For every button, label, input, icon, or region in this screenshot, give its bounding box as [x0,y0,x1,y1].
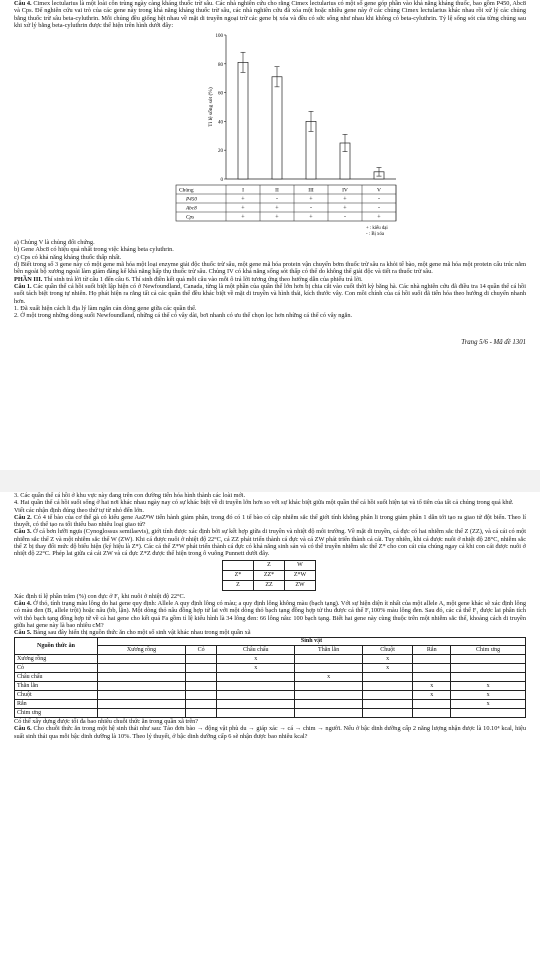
genotype-cell: + [343,205,347,212]
food-table-cell [295,691,362,700]
chart-legend-entry: + : kiểu dại [366,226,388,232]
q4-option-b: b) Gene Abc8 có hiệu quả nhất trong việc kháng beta cyluthrin. [14,246,174,254]
p1-q1-text: Các quần thể cá hồi suối biệt lập hiện có ở Newfoundland, Canada, từng là một phần của quần thể lớn hơn bị chia cắt vào cuối thời kỳ băng hà. Các nhà nghiên cứu đã điều tra 14 quần thể cá hồi suối tách biệt trong tự nhiên. Họ phát hiện ra rằng tất cả các quần thể đều khác biệt về mặt di truyền và hình thái, kích thước vây. Con mồi chính của cá hồi suối đã tiến hóa theo hướng di chuyển nhanh hơn. [14,282,526,305]
food-table-cell: x [413,682,451,691]
food-table-cell [362,682,413,691]
punnett-cell [223,560,254,570]
q6-title: Câu 6. [14,725,32,733]
q5-paragraph [14,629,526,636]
x-tick-label: IV [342,187,348,194]
punnett-cell: ZZ* [254,570,285,580]
p2-q1-item-4: 4. Hai quần thể cá hồi suối sống ở hai nơi khác nhau ngày nay có sự khác biệt về di truyền lớn hơn so với sự khác biệt giữa một quần thể cá hồi suối hiện tại và tổ tiên của tất cả chúng trong quá khứ. [14,499,514,507]
y-tick-label: 20 [218,149,223,155]
food-table-cell [362,700,413,709]
q6-paragraph [14,725,526,740]
chart-legend-entry: - : Bị xóa [366,232,384,238]
food-table-cell: x [451,691,526,700]
food-table-column-header: Thằn lằn [295,646,362,655]
q3-title: Câu 3. [14,528,32,536]
q4-title: Câu 4. [14,0,32,7]
food-table-cell [217,691,295,700]
food-table-cell [186,655,217,664]
food-table-cell [295,700,362,709]
punnett-row [223,570,316,580]
q4b-text: Ở thỏ, tính trạng màu lông do hai gene quy định: Allele A quy định lông có màu; a quy định lông không màu (bạch tạng). Với sự hiện diện ít nhất của một allele A, một gene khác sẽ xác định lông có màu đen (B, allele trội) hoặc nâu (bb, lặn). Một dòng thỏ nâu đồng hợp tử lai với một dòng thỏ bạch tạng đồng hợp tử thu được cá thể F₁100% màu lông đen. Sau đó, các cá thể F₁ được lai phân tích với thỏ bạch tạng đồng hợp tử về cả hai gene cho kết quả Fa gồm tỉ lệ kiểu hình là 34 lông đen: 66 lông nâu: 100 bạch tạng. Biết hai gene này cùng thuộc trên một nhiễm sắc thể, khoảng cách di truyền giữa hai gene này là bao nhiêu cM? [14,599,526,629]
genotype-table-header: Chủng [179,187,194,194]
food-table-cell [413,664,451,673]
q4b-paragraph [14,600,526,629]
part3-title: PHẦN III. [14,275,43,283]
punnett-cell: Z [254,560,285,570]
bar [272,77,282,179]
food-table-cell [98,709,186,718]
food-table-cell: x [413,691,451,700]
food-table-corner: Nguồn thức ăn [15,638,98,655]
exam-page-6 [0,492,540,954]
genotype-row-label: P450 [186,196,197,203]
punnett-cell: Z [223,580,254,590]
food-table-cell [186,709,217,718]
y-tick-label: 80 [218,62,223,68]
food-table-header-row [15,638,526,646]
food-table-cell [451,709,526,718]
food-table-cell: x [362,664,413,673]
food-table-row [15,691,526,700]
genotype-row-label: Abc8 [186,205,197,212]
genotype-cell: - [378,205,380,212]
food-table-cell: x [295,673,362,682]
bar [238,63,248,180]
food-table-cell [413,673,451,682]
food-table-cell [186,664,217,673]
food-table-row-label: Chuột [15,691,98,700]
food-table-row [15,664,526,673]
q3-paragraph [14,528,526,557]
food-table-cell: x [451,682,526,691]
q5-question: Có thể xây dựng được tối đa bao nhiêu chuỗi thức ăn trong quần xã trên? [14,718,199,726]
food-table-cell [98,682,186,691]
q4-option-d: d) Biết trong số 3 gene này có một gene mã hóa một loại enzyme giải độc thuốc trừ sâu, một gene mã hóa protein vận chuyển bơm thuốc trừ sâu ra khỏi tế bào, một gene mã hóa một protein cấu trúc nằm bên ngoài bộ xương ngoài làm giảm đáng kể khả năng hấp thụ thuốc trừ sâu. Chủng IV có khả năng sống sót thấp có thể do không thể giải độc và tiết ra thuốc trừ sâu. [14,261,526,276]
food-table-cell [186,691,217,700]
food-table-cell [217,682,295,691]
y-tick-label: 100 [215,34,223,40]
food-table-row-label: Chim ưng [15,709,98,718]
food-table-cell [186,673,217,682]
punnett-cell: ZZ [254,580,285,590]
page-footer: Trang 5/6 - Mã đề 1301 [461,339,526,347]
survival-chart [14,29,526,239]
q4-option-c: c) Cps có khả năng kháng thuốc thấp nhất. [14,253,122,261]
genotype-cell: + [241,205,245,212]
food-table-cell [98,700,186,709]
exam-page-5 [0,0,540,470]
p2-q1-item-3: 3. Các quần thể cá hồi ở khu vực này đang trên con đường tiến hóa hình thành các loài mới. [14,492,246,499]
food-table-row-label: Châu chấu [15,673,98,682]
food-table-cell [98,664,186,673]
q5-text: Bảng sau đây hiển thị nguồn thức ăn cho một số sinh vật khác nhau trong một quần xã [33,629,251,637]
y-tick-label: 40 [218,120,223,126]
punnett-cell: W [285,560,316,570]
food-table-cell [451,673,526,682]
p1-q1-item-2: 2. Ở một trong những dòng suối Newfoundland, những cá thể có vây dài, bơi nhanh có ưu thế chọn lọc hơn những cá thể có vây ngắn. [14,312,353,320]
food-table-cell [295,655,362,664]
food-table-cell [217,709,295,718]
part3-paragraph [14,276,526,283]
y-tick-label: 60 [218,91,223,97]
x-tick-label: V [377,187,381,194]
food-table-cell [362,673,413,682]
genotype-cell: + [377,214,381,221]
food-table-row-label: Rắn [15,700,98,709]
q2-text: Có 4 tế bào của cơ thể gà có kiểu gene AaZᴮW tiến hành giảm phân, trong đó có 1 tế bào có cặp nhiễm sắc thể giới tính không phân li trong giảm phân 1 dẫn tới tạo ra giao tử đột biến. Theo lí thuyết, có thể tạo ra tối thiểu bao nhiêu loại giao tử? [14,513,527,529]
food-table-row [15,700,526,709]
food-table-row [15,655,526,664]
food-table-cell [98,691,186,700]
food-table-column-header: Chim ưng [451,646,526,655]
food-table-row-label: Xương rồng [15,655,98,664]
genotype-cell: + [241,196,245,203]
food-table-cell [413,709,451,718]
food-table-row [15,682,526,691]
food-table-cell [98,655,186,664]
p1-q1-title: Câu 1. [14,282,32,290]
food-table-cell [295,682,362,691]
food-table-cell: x [217,664,295,673]
punnett-cell: Z*W [285,570,316,580]
food-source-table [14,637,526,718]
food-table-cell [98,673,186,682]
genotype-cell: + [309,196,313,203]
food-table-cell [217,673,295,682]
food-table-column-header: Cỏ [186,646,217,655]
page-separator [0,470,540,492]
y-tick-label: 0 [220,178,223,184]
food-table-row [15,673,526,682]
punnett-row [223,580,316,590]
food-table-column-header: Rắn [413,646,451,655]
p1-q1-item-1: 1. Đã xuất hiện cách li địa lý làm ngăn cản dòng gene giữa các quần thể. [14,304,197,312]
food-table-cell [295,664,362,673]
food-table-group-header: Sinh vật [98,638,526,646]
q4-option-a: a) Chủng V là chủng đối chứng. [14,239,95,247]
food-table-cell [217,700,295,709]
food-table-column-header: Chuột [362,646,413,655]
punnett-cell: Z* [223,570,254,580]
punnett-square [222,560,316,591]
q2-title: Câu 2. [14,513,32,521]
y-axis-label: Tỉ lệ sống sót (%) [208,87,214,127]
genotype-cell: + [275,214,279,221]
q4-text: Cimex lectularius là một loài côn trùng ngày càng kháng thuốc trừ sâu. Các nhà nghiên cứu cho rằng Cimex lectularius có một số gene góp phần vào khả năng kháng thuốc, bao gồm P450, Abc8 và Cps. Để nghiên cứu vai trò của các gene này trong khả năng kháng thuốc trừ sâu, các nhà nghiên cứu đã xóa một hoặc nhiều gene này ở các chủng Cimex lectularius khác nhau rồi xử lý các chủng bằng thuốc trừ sâu beta-cyluthrin. Mỗi chủng đều giống hệt nhau về mặt di truyền ngoại trừ các gene bị xóa và đều có sức sống như nhau khi không có beta-cyluthrin. Tỷ lệ sống sót của từng chủng sau khi xử lý bằng beta-cyluthrin được thể hiện trên hình dưới đây: [14,0,527,29]
genotype-cell: + [275,205,279,212]
food-table-cell [413,700,451,709]
genotype-cell: + [343,196,347,203]
q3-text: Ở cá bơn lưỡi ngựa (Cynoglossus semilaevis), giới tính được xác định bởi sự kết hợp giữa di truyền và nhiệt độ môi trường. Về mặt di truyền, cá đực có hai nhiễm sắc thể Z (ZZ), và cá cái có một nhiễm sắc thể Z và một nhiễm sắc thể W (ZW). Khi cá được nuôi ở nhiệt độ 22°C, cá ZZ phát triển thành cá đực và cá ZW phát triển thành cá cái. Tuy nhiên, khi cá được nuôi ở nhiệt độ 28°C, nhiễm sắc thể Z bị thay đổi mức độ biểu hiện (ký hiệu là Z*). Các cá thể Z*W phát triển thành cá đực có khả năng sinh sản và có thể truyền nhiễm sắc thể Z* cho con cái của chúng ngay cả khi con cái được nuôi ở nhiệt độ 22°C. Phép lai giữa cá cái ZW và cá đực Z*Z được thể hiện trong ô vuông Punnett dưới đây. [14,528,527,558]
x-tick-label: III [308,187,314,194]
genotype-cell: - [276,196,278,203]
q6-text: Cho chuỗi thức ăn trong một hệ sinh thái như sau: Tảo đơn bào → động vật phù du → giáp xác → cá → chim → người. Nếu ở bậc dinh dưỡng cấp 2 năng lượng nhận được là 10.10⁴ kcal, hiệu suất sinh thái qua mỗi bậc dinh dưỡng là 10%. Theo lý thuyết, ở bậc dinh dưỡng cấp 6 sẽ nhận được bao nhiêu kcal? [14,725,526,740]
q4-paragraph [14,0,526,29]
p2-q1-instruction: Viết các nhận định đúng theo thứ tự từ nhỏ đến lớn. [14,506,145,514]
food-table-row-label: Thằn lằn [15,682,98,691]
food-table-row [15,709,526,718]
genotype-cell: - [310,205,312,212]
punnett-cell: ZW [285,580,316,590]
food-table-cell [451,655,526,664]
p1-q1-paragraph [14,283,526,305]
genotype-cell: - [378,196,380,203]
food-table-cell [362,691,413,700]
q3-question: Xác định tỉ lệ phần trăm (%) con đực ở F₁ khi nuôi ở nhiệt độ 22°C. [14,592,186,600]
punnett-row [223,560,316,570]
food-table-cell: x [217,655,295,664]
food-table-cell [186,700,217,709]
food-table-cell: x [451,700,526,709]
part3-text: Thí sinh trả lời từ câu 1 đến câu 6. Thí sinh điền kết quả mỗi câu vào mỗi ô trả lời tương ứng theo hướng dẫn của phiếu trả lời. [43,275,363,283]
food-table-cell [451,664,526,673]
genotype-cell: + [241,214,245,221]
q5-title: Câu 5. [14,629,32,637]
genotype-row-label: Cps [186,214,195,221]
food-table-cell [186,682,217,691]
genotype-cell: - [344,214,346,221]
q4b-title: Câu 4. [14,599,32,607]
food-table-cell [413,655,451,664]
food-table-cell [295,709,362,718]
x-tick-label: II [275,187,279,194]
food-table-cell: x [362,655,413,664]
food-table-column-header: Xương rồng [98,646,186,655]
q2-paragraph [14,514,526,529]
x-tick-label: I [242,187,244,194]
food-table-cell [362,709,413,718]
genotype-cell: + [309,214,313,221]
food-table-row-label: Cỏ [15,664,98,673]
q4-options [14,239,526,275]
survival-chart-svg [14,29,526,239]
food-table-column-header: Châu chấu [217,646,295,655]
